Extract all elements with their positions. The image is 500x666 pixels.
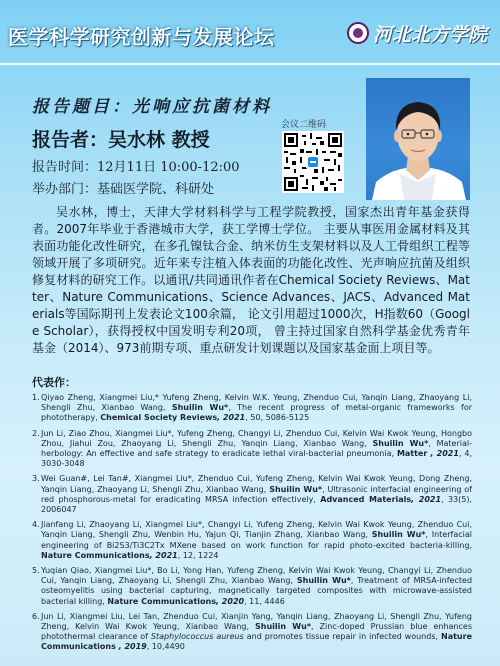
publication-title: , Material-herbology: An effective and safe strategy to eradicate lethal viral-bacterial pneumonia, [41,438,472,459]
publication-item [32,474,472,515]
publication-item [32,520,472,561]
university-emblem-icon [347,22,369,44]
talk-time: 报告时间：12月11日 10:00-12:00 [32,160,240,175]
corresponding-author: Shuilin Wu* [371,530,426,540]
publication-list [32,393,472,658]
publication-title: , Interfacial engineering of Bi2S3/Ti3C2Tx MXene based on work function for rapid photo-excited bacteria-killing, [41,530,472,550]
publication-item [32,393,472,424]
corresponding-author: Shuilin Wu* [296,576,351,586]
publication-volume-pages: , 33(5), 2006047 [41,494,472,515]
publication-volume-pages: , 4, 3030-3048 [41,449,472,469]
speaker-bio: 吴水林，博士，天津大学材料科学与工程学院教授，国家杰出青年基金获得者。2007年毕业于香港城市大学，获工学博士学位。 主要从事医用金属材料及其表面功能化改性研究，在多孔镍钛合金、纳米仿生支架材料以及人工骨组织工程等领域开展了多项研究。近年来专注植入体表面的功能化改性、光声响应抗菌及组织修复材料的研究工作。以通讯/共同通讯作者在Chemical Society Reviews、Matter、Nature Communications、Science Advances、JACS、Advanced Materials等国际期刊上发表论文100余篇， 论文引用超过1000次，H指数60（Google Scholar），获得授权中国发明专利20项， 曾主持过国家自然科学基金优秀青年基金（2014）、973前期专项、重点研发计划课题以及国家基金面上项目等。 [32,205,470,355]
publication-item [32,429,472,470]
publication-authors: Yuqian Qiao, Xiangmei Liu*, Bo Li, Yong Han, Yufeng Zheng, Kelvin Wai Kwok Yeung, Changyi Li, Zhenduo Cui, Yanqin Liang, Zhaoyang Li, Shengli Zhu, Xianbao Wang, [41,566,472,586]
talk-title: 报告题目：光响应抗菌材料 [32,97,272,117]
header-divider [0,63,500,65]
publication-volume-pages: , 10,4490 [146,642,185,652]
university-logo-text: 河北北方学院 [373,24,488,46]
forum-title: 医学科学研究创新与发展论坛 [8,25,275,49]
publication-volume-pages: , 11, 4446 [244,596,285,606]
publication-year: , 2020 [215,596,245,606]
publication-year: , 2021 [427,449,459,459]
journal-name: Nature Communications [41,550,150,560]
publication-number: 6. [32,611,40,621]
publication-number: 3. [32,474,40,484]
species-name: Staphylococcus aureus [150,632,244,642]
speaker-name: 报告者：吴水林 教授 [32,129,210,151]
qr-code-icon[interactable] [282,131,344,193]
publication-title: , Treatment of MRSA-infected osteomyelitis using bacterial capturing, magnetically targeted composites with microwave-assisted bacterial killing, [41,576,473,606]
publication-year: , 2019 [115,642,147,652]
publication-title-continued: and promotes tissue repair in infected wounds, [243,632,442,642]
qr-label: 会议二维码 [281,120,327,130]
publication-title: , Ultrasonic interfacial engineering of red phosphorous-metal for eradicating MRSA infection effectively, [41,484,473,504]
host-department: 举办部门：基础医学院、科研处 [32,182,215,197]
publication-authors: Jianfang Li, Zhaoyang Li, Xiangmei Liu*, Changyi Li, Yufeng Zheng, Kelvin Wai Kwok Yeung, Zhenduo Cui, Yanqin Liang, Shengli Zhu, Wenbin Hu, Yajun Qi, Tianjin Zhang, Xianbao Wang, [41,520,472,540]
corresponding-author: Shuilin Wu* [171,403,229,413]
publications-heading: 代表作： [32,376,76,389]
publication-item [32,566,472,607]
publication-year: , 2021 [149,550,178,560]
publication-authors: Jun Li, Xiangmei Liu, Lei Tan, Zhenduo Cui, Xianjin Yang, Yanqin Liang, Zhaoyang Li, Shengli Zhu, Yufeng Zheng, Kelvin Wai Kwok Yeung, Xianbao Wang, [41,611,472,632]
corresponding-author: Shuilin Wu* [372,438,429,448]
publication-number: 4. [32,520,40,530]
publication-number: 1. [32,393,40,402]
publication-authors: Qiyao Zheng, Xiangmei Liu,* Yufeng Zheng, Kelvin W.K. Yeung, Zhenduo Cui, Yanqin Liang, Zhaoyang Li, Shengli Zhu, Xianbao Wang, [41,393,472,413]
publication-title: , Zinc-doped Prussian blue enhances photothermal clearance of [41,622,473,642]
publication-number: 2. [32,428,40,438]
publication-item [32,612,472,653]
publication-year: , 2021 [411,494,442,504]
speaker-photo [366,78,470,200]
journal-name: Chemical Society Reviews [100,413,218,423]
publication-authors: Wei Guan#, Lei Tan#, Xiangmei Liu*, Zhenduo Cui, Yufeng Zheng, Kelvin Wai Kwok Yeung, Dong Zheng, Yanqin Liang, Zhaoyang Li, Shengli Zhu, Xianbao Wang, [41,474,472,494]
publication-volume-pages: , 12, 1224 [177,550,219,560]
publication-volume-pages: , 50, 5086-5125 [245,413,310,423]
publication-number: 5. [32,566,40,576]
publication-authors: Jun Li, Ziao Zhou, Xiangmei Liu*, Yufeng Zheng, Changyi Li, Zhenduo Cui, Kelvin Wai Kwok Yeung, Hongbo Zhou, Jiahui Zou, Zhaoyang Li, Shengli Zhu, Yanqin Liang, Xianbao Wang, [41,428,472,448]
publication-title: , The recent progress of metal-organic frameworks for phototherapy, [41,403,473,423]
publication-year: , 2021 [217,413,246,423]
journal-name: Advanced Materials [320,494,412,504]
journal-name: Matter [396,449,428,459]
journal-name: Nature Communications [41,632,472,652]
corresponding-author: Shuilin Wu* [255,622,312,632]
corresponding-author: Shuilin Wu* [269,484,323,494]
journal-name: Nature Communications [107,596,216,606]
